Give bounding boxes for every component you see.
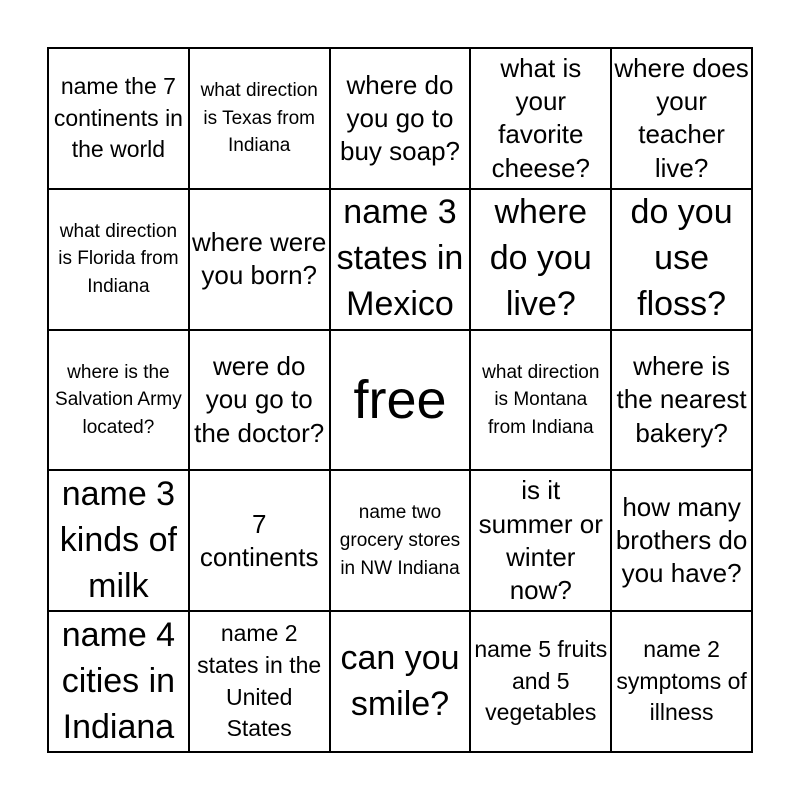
bingo-cell-r2c5[interactable]: do you use floss? [611, 189, 752, 330]
bingo-cell-r2c4[interactable]: where do you live? [470, 189, 611, 330]
bingo-cell-r1c3[interactable]: where do you go to buy soap? [330, 48, 471, 189]
bingo-cell-r2c1[interactable]: what direction is Florida from Indiana [48, 189, 189, 330]
bingo-cell-r4c4[interactable]: is it summer or winter now? [470, 470, 611, 611]
bingo-cell-r1c5[interactable]: where does your teacher live? [611, 48, 752, 189]
bingo-cell-r2c2[interactable]: where were you born? [189, 189, 330, 330]
bingo-cell-r3c1[interactable]: where is the Salvation Army located? [48, 330, 189, 471]
bingo-cell-r5c3[interactable]: can you smile? [330, 611, 471, 752]
bingo-cell-r1c4[interactable]: what is your favorite cheese? [470, 48, 611, 189]
bingo-cell-r4c2[interactable]: 7 continents [189, 470, 330, 611]
bingo-cell-r4c5[interactable]: how many brothers do you have? [611, 470, 752, 611]
bingo-cell-r5c2[interactable]: name 2 states in the United States [189, 611, 330, 752]
bingo-cell-r5c4[interactable]: name 5 fruits and 5 vegetables [470, 611, 611, 752]
bingo-cell-r3c2[interactable]: were do you go to the doctor? [189, 330, 330, 471]
bingo-cell-r4c3[interactable]: name two grocery stores in NW Indiana [330, 470, 471, 611]
bingo-cell-r5c1[interactable]: name 4 cities in Indiana [48, 611, 189, 752]
bingo-cell-r3c4[interactable]: what direction is Montana from Indiana [470, 330, 611, 471]
bingo-cell-r2c3[interactable]: name 3 states in Mexico [330, 189, 471, 330]
bingo-cell-r1c2[interactable]: what direction is Texas from Indiana [189, 48, 330, 189]
free-space-cell[interactable]: free [330, 330, 471, 471]
bingo-cell-r5c5[interactable]: name 2 symptoms of illness [611, 611, 752, 752]
bingo-cell-r3c5[interactable]: where is the nearest bakery? [611, 330, 752, 471]
bingo-cell-r4c1[interactable]: name 3 kinds of milk [48, 470, 189, 611]
bingo-cell-r1c1[interactable]: name the 7 continents in the world [48, 48, 189, 189]
bingo-board [47, 47, 753, 753]
